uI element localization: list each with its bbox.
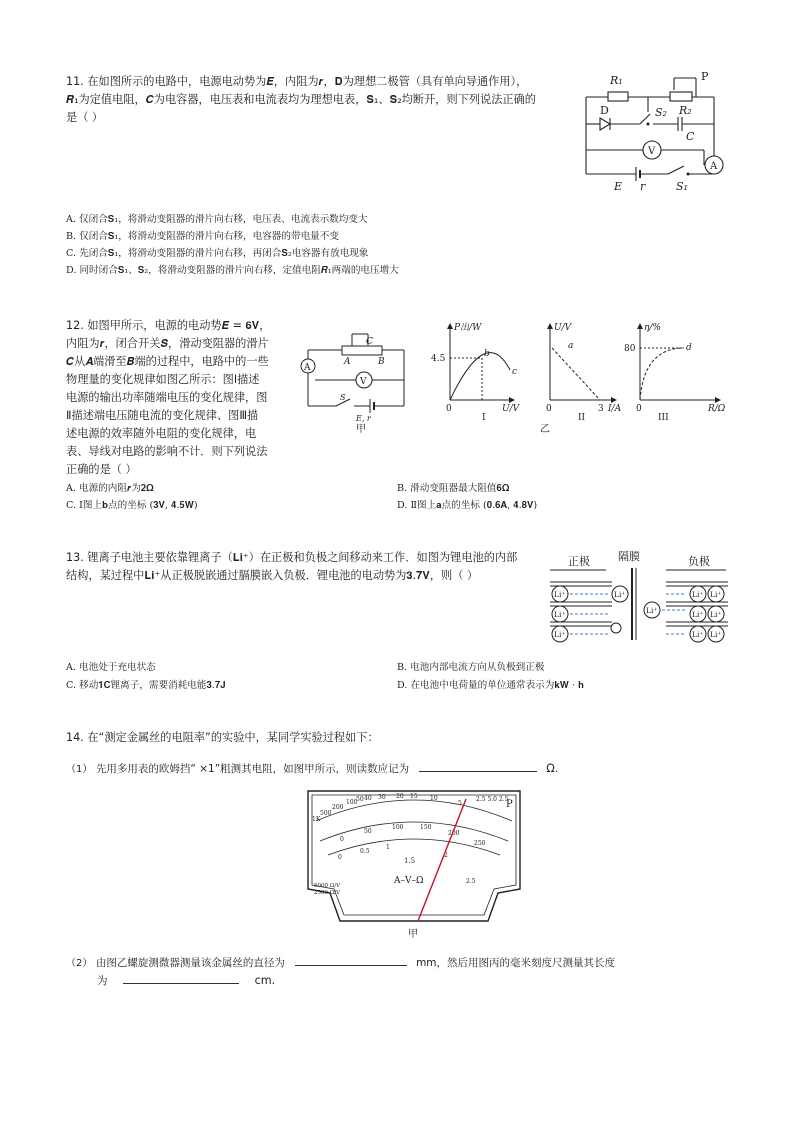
label-a: A: [344, 357, 351, 367]
q14-answer-blank-1[interactable]: [419, 759, 537, 772]
label-membrane: 隔膜: [618, 550, 640, 563]
ammeter-symbol: A: [710, 161, 718, 172]
q12-stem-line5: 电源的输出功率随端电压的变化规律，图: [66, 391, 268, 404]
graph-ii-xlabel: I/A: [608, 404, 622, 414]
graph-iii-ytick: 80: [624, 344, 636, 354]
meter-spec-1: 5000 Ω/V: [314, 883, 341, 889]
q12-stem-line3: 𝑪从𝑨端滑至𝑩端的过程中，电路中的一些: [66, 355, 269, 368]
q13-option-d[interactable]: D. 在电池中电荷量的单位通常表示为𝐤𝐖 · 𝐡: [397, 680, 584, 691]
q14-part2-text-a: 由图乙螺旋测微器测量该金属丝的直径为: [95, 957, 285, 969]
scale-top-200: 200: [332, 804, 344, 811]
graph-iii-roman: III: [658, 413, 669, 423]
graph-i-origin: 0: [446, 404, 452, 414]
voltmeter-symbol: V: [360, 377, 367, 387]
scale-top-50: 50: [356, 796, 364, 803]
scale-low-2: 2: [444, 852, 448, 859]
q14-part2-text-c: 为: [97, 975, 108, 987]
graph-iii-origin: 0: [636, 404, 642, 414]
q14-answer-blank-2[interactable]: [295, 953, 407, 966]
q14-part1-text: 先用多用表的欧姆挡“ ×1”粗测其电阻，如图甲所示，则读数应记为: [95, 763, 410, 775]
q12-stem-line4: 物理量的变化规律如图乙所示：图Ⅰ描述: [66, 373, 260, 386]
scale-low-1-5: 1.5: [404, 857, 416, 865]
label-s: S: [340, 393, 346, 402]
q12-option-a[interactable]: A. 电源的内阻𝒓为𝟐𝛀: [66, 483, 154, 494]
label-r1: R₁: [610, 74, 623, 87]
q14-part2-number: （2）: [66, 958, 93, 969]
scale-top-30: 30: [378, 794, 386, 801]
scale-top-15: 15: [410, 793, 418, 800]
scale-top-10: 10: [430, 795, 438, 802]
label-r2: R₂: [679, 104, 692, 117]
scale-top-1k: 1K: [312, 816, 321, 823]
ion-label: Li⁺: [614, 590, 626, 599]
graph-i-point-c: c: [512, 367, 518, 377]
q13-option-c[interactable]: C. 移动𝟏𝐂锂离子，需要消耗电能𝟑.𝟕𝐉: [66, 680, 226, 691]
graph-i: [450, 324, 514, 400]
scale-mid-200: 200: [448, 830, 460, 837]
ion-label: Li⁺: [554, 630, 566, 639]
caption-yi: 乙: [540, 424, 550, 435]
q14-part2-text-b: mm，然后用图丙的毫米刻度尺测量其长度: [416, 957, 616, 969]
q11-circuit-figure: [578, 70, 728, 196]
q12-stem-line2: 内阻为𝒓，闭合开关𝑺，滑动变阻器的滑片: [66, 337, 269, 350]
ion-label: Li⁺: [692, 630, 704, 639]
q11-stem-line3: 是（ ）: [66, 111, 104, 124]
label-b: B: [378, 357, 385, 367]
scale-top-20: 20: [396, 793, 404, 800]
graph-iii-xlabel: R/Ω: [708, 404, 726, 414]
scale-mid-50: 50: [364, 828, 372, 835]
scale-low-0-5: 0.5: [360, 848, 370, 855]
q14-part2: [66, 953, 615, 973]
graph-i-ylabel: P出/W: [454, 323, 482, 333]
voltmeter-symbol: V: [648, 146, 656, 157]
q12-option-c[interactable]: C. Ⅰ图上𝐛点的坐标 (𝟑𝐕, 𝟒.𝟓𝐖): [66, 500, 198, 511]
graph-ii-xtick: 3: [598, 404, 604, 414]
label-er: E, r: [356, 414, 371, 423]
label-d: D: [600, 104, 609, 117]
graph-ii-ylabel: U/V: [554, 323, 572, 333]
meter-spec-2: 2500 Ω/V: [314, 890, 341, 896]
scale-mid-250: 250: [474, 840, 486, 847]
graph-ii-roman: II: [578, 413, 586, 423]
ion-label: Li⁺: [646, 606, 658, 615]
label-negative: 负极: [688, 555, 710, 568]
graph-iii: [640, 324, 720, 400]
q12-stem-line1: 12. 如图甲所示，电源的电动势𝑬 = 𝟔𝐕，: [66, 319, 271, 332]
label-r: r: [640, 180, 646, 193]
graph-i-roman: I: [482, 413, 486, 423]
graph-iii-ylabel: η/%: [644, 323, 661, 333]
label-s1: S₁: [676, 180, 688, 193]
q11-option-c[interactable]: C. 先闭合𝐒₁，将滑动变阻器的滑片向右移，再闭合𝐒₂电容器有放电现象: [66, 248, 369, 259]
q11-option-d[interactable]: D. 同时闭合𝐒₁、𝐒₂，将滑动变阻器的滑片向右移，定值电阻𝑹₁两端的电压增大: [66, 265, 399, 276]
q13-stem: [66, 549, 536, 585]
graph-iii-point-d: d: [686, 343, 692, 353]
q12-graphs-yi: [430, 318, 760, 436]
q12-stem-line8: 表、导线对电路的影响不计．则下列说法: [66, 445, 268, 458]
q11-option-b[interactable]: B. 仅闭合𝐒₁，将滑动变阻器的滑片向右移，电容器的带电量不变: [66, 231, 339, 242]
graph-i-ytick: 4.5: [431, 354, 446, 364]
meter-corner-label: P: [506, 799, 513, 810]
ion-label: Li⁺: [710, 630, 722, 639]
q11-stem-line1: 11. 在如图所示的电路中，电源电动势为𝑬，内阻为𝒓，𝐃为理想二极管（具有单向导通作用），: [66, 75, 528, 88]
label-positive: 正极: [568, 555, 590, 568]
q11-options: [66, 211, 399, 279]
scale-top-500: 500: [320, 810, 332, 817]
q14-part1-unit: Ω.: [546, 762, 559, 775]
graph-ii: [550, 324, 616, 400]
ion-label: Li⁺: [710, 590, 722, 599]
scale-low-0: 0: [338, 854, 342, 861]
q12-stem-line6: Ⅱ描述端电压随电流的变化规律、图Ⅲ描: [66, 409, 259, 422]
scale-top-40: 40: [364, 795, 372, 802]
q14-answer-blank-3[interactable]: [123, 971, 239, 984]
label-p: P: [701, 70, 709, 83]
label-c: C: [366, 337, 373, 347]
q13-stem-line1: 13. 锂离子电池主要依靠锂离子（𝐋𝐢⁺）在正极和负极之间移动来工作．如图为锂电池的内部: [66, 551, 518, 564]
q14-part2-unit: cm.: [254, 974, 276, 987]
ion-label: Li⁺: [692, 610, 704, 619]
q13-option-a[interactable]: A. 电池处于充电状态: [66, 662, 156, 673]
ammeter-symbol: A: [304, 363, 311, 373]
scale-top-100: 100: [346, 799, 358, 806]
scale-top-5: 5: [458, 800, 462, 807]
label-c: C: [686, 130, 695, 143]
graph-ii-point-a: a: [568, 341, 574, 351]
q13-option-b[interactable]: B. 电池内部电流方向从负极到正极: [397, 662, 545, 673]
scale-mid-100: 100: [392, 824, 404, 831]
caption-jia: 甲: [356, 424, 366, 434]
q13-battery-figure: [546, 548, 732, 644]
q12-stem-line9: 正确的是（ ）: [66, 463, 137, 476]
scale-mid-0: 0: [340, 836, 344, 843]
multimeter-figure: [298, 785, 530, 943]
label-e: E: [614, 180, 623, 193]
q14-part2-line2: [97, 971, 275, 990]
q11-stem-line2: 𝑹₁为定值电阻，𝑪为电容器，电压表和电流表均为理想电表，𝐒₁、𝐒₂均断开，则下列说法正确的: [66, 93, 536, 106]
q14-part1: [66, 759, 558, 779]
q12-circuit-jia: [296, 328, 418, 434]
q12-option-b[interactable]: B. 滑动变阻器最大阻值𝟔𝛀: [397, 483, 510, 494]
q11-stem: [66, 73, 566, 127]
label-s2: S₂: [655, 106, 667, 119]
q11-option-a[interactable]: A. 仅闭合𝐒₁，将滑动变阻器的滑片向右移，电压表、电流表示数均变大: [66, 214, 368, 225]
top-ticks-label: 2.5 5.0 2.5: [476, 796, 509, 803]
meter-mode-label: A–V–Ω: [394, 876, 424, 886]
meter-caption-jia: 甲: [408, 929, 418, 940]
q13-stem-line2: 结构，某过程中𝐋𝐢⁺从正极脱嵌通过膈膜嵌入负极．锂电池的电动势为𝟑.𝟕𝐕，则（ ）: [66, 569, 479, 582]
q12-stem: [66, 317, 294, 479]
ion-label: Li⁺: [554, 590, 566, 599]
q14-part1-number: （1）: [66, 764, 93, 775]
graph-ii-origin: 0: [546, 404, 552, 414]
ion-label: Li⁺: [554, 610, 566, 619]
q12-option-d[interactable]: D. Ⅱ图上𝐚点的坐标 (𝟎.𝟔𝐀, 𝟒.𝟖𝐕): [397, 500, 538, 511]
graph-i-point-b: b: [484, 349, 490, 359]
graph-i-xlabel: U/V: [502, 404, 520, 414]
scale-low-1: 1: [386, 844, 390, 851]
q12-stem-line7: 述电源的效率随外电阻的变化规律，电: [66, 427, 257, 440]
ion-label: Li⁺: [710, 610, 722, 619]
q14-stem: 14. 在“测定金属丝的电阻率”的实验中，某同学实验过程如下：: [66, 731, 379, 744]
ion-label: Li⁺: [692, 590, 704, 599]
scale-low-2-5: 2.5: [466, 878, 476, 885]
scale-mid-150: 150: [420, 824, 432, 831]
